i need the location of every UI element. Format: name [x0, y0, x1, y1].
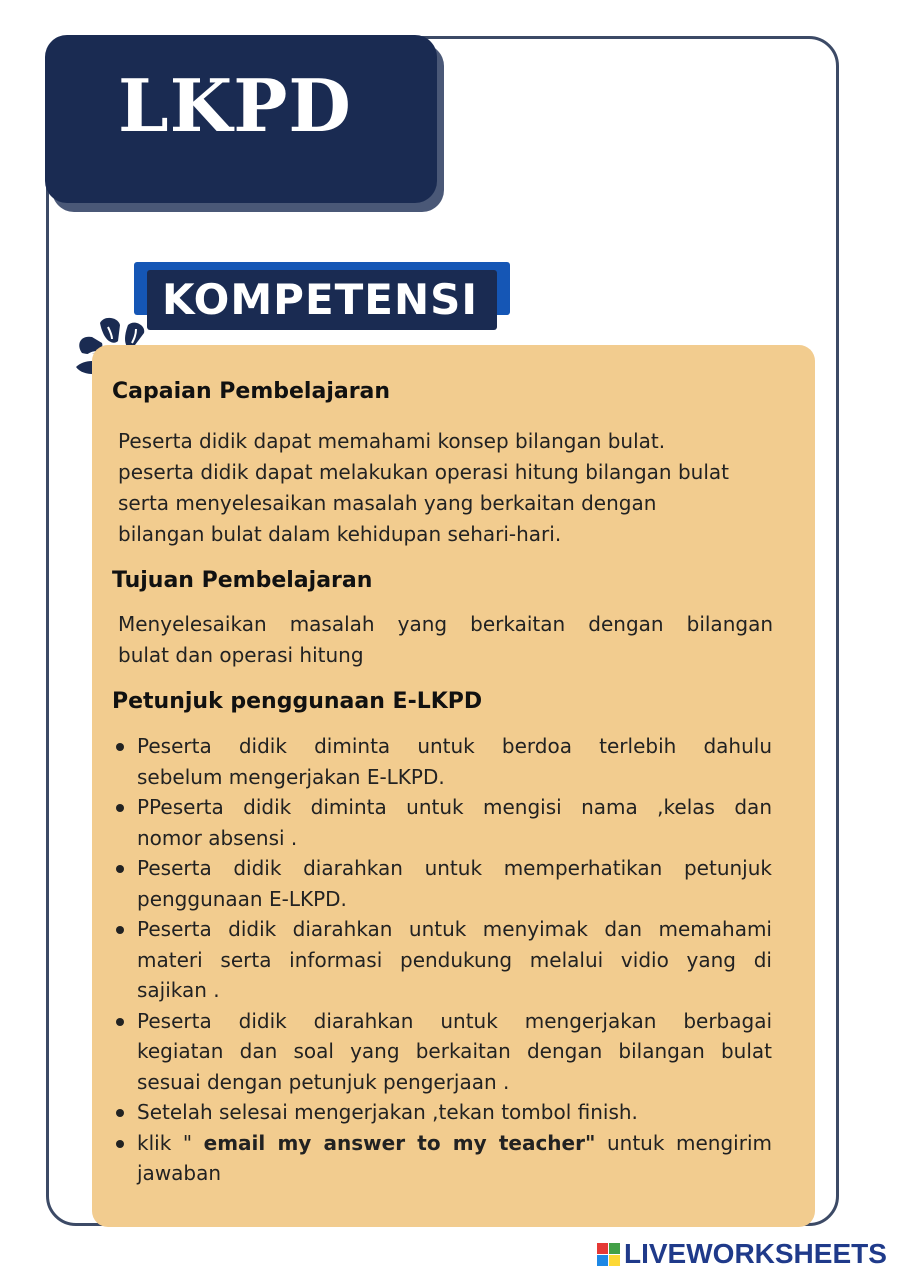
list-item [112, 731, 772, 792]
list-item-line [137, 1128, 772, 1159]
list-item-line: kegiatan dan soal yang berkaitan dengan bilangan bulat [137, 1039, 772, 1063]
list-item-line: sajikan . [137, 978, 220, 1002]
capaian-line: peserta didik dapat melakukan operasi hitung bilangan bulat [118, 460, 729, 484]
petunjuk-heading: Petunjuk penggunaan E-LKPD [112, 689, 483, 714]
tujuan-heading: Tujuan Pembelajaran [112, 568, 373, 593]
list-item [112, 853, 772, 914]
liveworksheets-logo-icon [597, 1243, 620, 1266]
capaian-text [118, 426, 773, 550]
tujuan-text [118, 609, 773, 671]
list-item [112, 792, 772, 853]
list-item-line: sesuai dengan petunjuk pengerjaan . [137, 1069, 510, 1094]
list-item [112, 1097, 772, 1128]
list-item-line: PPeserta didik diminta untuk mengisi nama ,kelas dan [137, 795, 772, 819]
brand-name: LIVEWORKSHEETS [624, 1238, 887, 1269]
capaian-line: Peserta didik dapat memahami konsep bilangan bulat. [118, 429, 666, 453]
list-item-line: Peserta didik diarahkan untuk mengerjakan berbagai [137, 1008, 772, 1033]
capaian-line: bilangan bulat dalam kehidupan sehari-hari. [118, 522, 562, 546]
instruction-prefix: klik " [137, 1130, 204, 1155]
list-item-line: Peserta didik diarahkan untuk memperhatikan petunjuk [137, 856, 772, 880]
list-item-line: jawaban [137, 1161, 222, 1185]
list-item-line: Peserta didik diminta untuk berdoa terlebih dahulu [137, 734, 772, 758]
tujuan-line: Menyelesaikan masalah yang berkaitan dengan bilangan [118, 612, 773, 636]
list-item-line: sebelum mengerjakan E-LKPD. [137, 764, 445, 789]
email-instruction-emphasis: email my answer to my teacher" [203, 1130, 596, 1155]
section-title: KOMPETENSI [162, 275, 478, 324]
list-item-line: penggunaan E-LKPD. [137, 886, 347, 911]
liveworksheets-logo [597, 1240, 887, 1268]
list-item-line: nomor absensi . [137, 825, 298, 850]
list-item [112, 914, 772, 1006]
list-item-line: Peserta didik diarahkan untuk menyimak dan memahami [137, 917, 772, 941]
list-item-line: materi serta informasi pendukung melalui vidio yang di [137, 947, 772, 972]
list-item [112, 1006, 772, 1098]
list-item-line: Setelah selesai mengerjakan ,tekan tombol finish. [137, 1100, 638, 1124]
capaian-heading: Capaian Pembelajaran [112, 379, 391, 404]
list-item [112, 1128, 772, 1189]
tujuan-line: bulat dan operasi hitung [118, 643, 364, 667]
instruction-suffix: untuk mengirim [595, 1130, 772, 1155]
capaian-line: serta menyelesaikan masalah yang berkaitan dengan [118, 491, 657, 515]
petunjuk-list [112, 731, 772, 1189]
page-title: LKPD [118, 63, 352, 148]
